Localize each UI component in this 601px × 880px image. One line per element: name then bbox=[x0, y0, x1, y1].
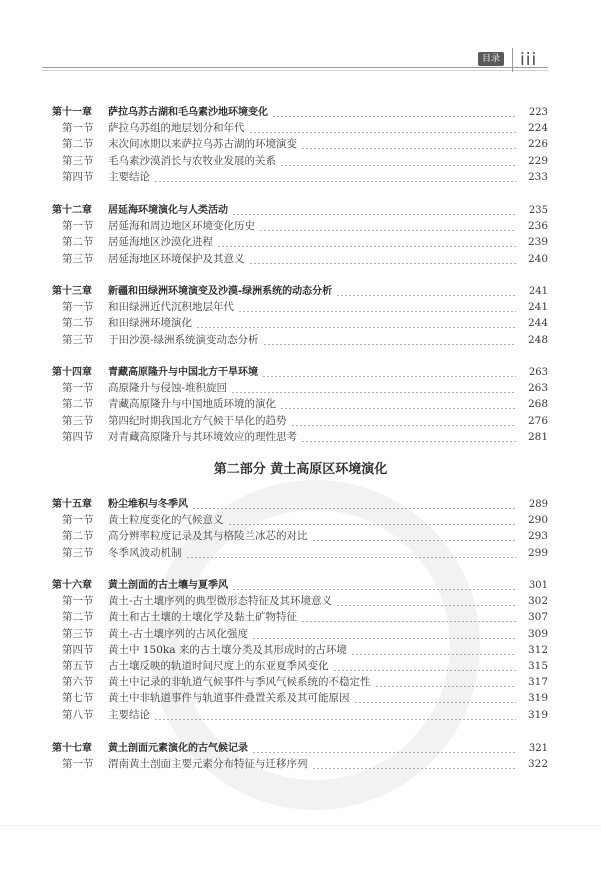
page-number: 319 bbox=[516, 707, 548, 724]
page-number: 244 bbox=[516, 315, 548, 332]
page-number: 312 bbox=[516, 642, 548, 659]
dot-leader bbox=[375, 686, 518, 687]
page-number: 290 bbox=[516, 512, 548, 529]
page-number: 236 bbox=[516, 218, 548, 235]
page-number: 240 bbox=[516, 251, 548, 268]
page-number: 307 bbox=[516, 609, 548, 626]
dot-leader bbox=[351, 654, 518, 655]
dot-leader bbox=[333, 670, 518, 671]
dot-leader bbox=[252, 638, 518, 639]
page-number: 322 bbox=[516, 756, 548, 773]
chapter-number: 第十三章 bbox=[52, 286, 92, 297]
page-number: 302 bbox=[516, 593, 548, 610]
toc-section-row[interactable] bbox=[62, 315, 548, 332]
section-title: 第四纪时期我国北方气候干旱化的趋势 bbox=[108, 414, 287, 427]
toc-section-row[interactable] bbox=[62, 153, 548, 170]
page-number: 315 bbox=[516, 658, 548, 675]
section-title: 和田绿洲近代沉积地层年代 bbox=[108, 301, 234, 314]
chapter-number: 第十五章 bbox=[52, 499, 92, 510]
dot-leader bbox=[312, 540, 518, 541]
chapter-number: 第十四章 bbox=[52, 367, 92, 378]
section-number: 第一节 bbox=[62, 301, 94, 314]
dot-leader bbox=[336, 605, 518, 606]
dot-leader bbox=[301, 441, 518, 442]
toc-section-row[interactable] bbox=[62, 609, 548, 626]
toc-chapter-row[interactable] bbox=[52, 364, 548, 381]
dot-leader bbox=[249, 132, 518, 133]
dot-leader bbox=[228, 524, 518, 525]
section-title: 主要结论 bbox=[108, 708, 150, 721]
section-title: 毛乌素沙漠消长与农牧业发展的关系 bbox=[108, 154, 276, 167]
section-title: 居延海地区环境保护及其意义 bbox=[108, 252, 245, 265]
page-number: 229 bbox=[516, 153, 548, 170]
header-rule bbox=[42, 67, 548, 68]
dot-leader bbox=[262, 376, 518, 377]
section-number: 第一节 bbox=[62, 514, 94, 527]
toc-chapter-row[interactable] bbox=[52, 577, 548, 594]
section-title: 黄土中 150ka 来的古土壤分类及其形成时的古环境 bbox=[108, 643, 347, 656]
toc-section-row[interactable] bbox=[62, 626, 548, 643]
page-number: 268 bbox=[516, 396, 548, 413]
section-title: 黄土和古土壤的土壤化学及黏土矿物特征 bbox=[108, 611, 297, 624]
section-title: 黄土中记录的非轨道气候事件与季风气候系统的不稳定性 bbox=[108, 676, 371, 689]
section-title: 居延海和周边地区环境变化历史 bbox=[108, 220, 255, 233]
dot-leader bbox=[154, 719, 518, 720]
dot-leader bbox=[232, 214, 518, 215]
toc-section-row[interactable] bbox=[62, 396, 548, 413]
page-number: 241 bbox=[516, 299, 548, 316]
toc-section-row[interactable] bbox=[62, 218, 548, 235]
page-number: 309 bbox=[516, 626, 548, 643]
dot-leader bbox=[291, 425, 518, 426]
toc-section-row[interactable] bbox=[62, 674, 548, 691]
dot-leader bbox=[336, 295, 518, 296]
section-number: 第四节 bbox=[62, 430, 94, 443]
chapter-title: 青藏高原隆升与中国北方干旱环境 bbox=[108, 367, 258, 378]
chapter-title: 新疆和田绿洲环境演变及沙漠-绿洲系统的动态分析 bbox=[108, 286, 333, 297]
page-number: 224 bbox=[516, 120, 548, 137]
section-title: 黄土粒度变化的气候意义 bbox=[108, 514, 224, 527]
section-number: 第三节 bbox=[62, 627, 94, 640]
page-number: 321 bbox=[516, 740, 548, 757]
footer-rule bbox=[0, 825, 601, 826]
page-number: 263 bbox=[516, 380, 548, 397]
section-number: 第八节 bbox=[62, 708, 94, 721]
page-number: 281 bbox=[516, 429, 548, 446]
dot-leader bbox=[154, 181, 518, 182]
toc-section-row[interactable] bbox=[62, 429, 548, 446]
section-number: 第三节 bbox=[62, 414, 94, 427]
section-number: 第三节 bbox=[62, 252, 94, 265]
page-number: 299 bbox=[516, 545, 548, 562]
section-number: 第四节 bbox=[62, 643, 94, 656]
page-number: 226 bbox=[516, 136, 548, 153]
part-heading: 第二部分 黄土高原区环境演化 bbox=[213, 462, 388, 477]
toc-section-row[interactable] bbox=[62, 545, 548, 562]
toc-chapter-row[interactable] bbox=[52, 496, 548, 513]
toc-section-row[interactable] bbox=[62, 642, 548, 659]
section-number: 第二节 bbox=[62, 317, 94, 330]
toc-section-row[interactable] bbox=[62, 413, 548, 430]
toc-section-row[interactable] bbox=[62, 593, 548, 610]
page-number: 223 bbox=[516, 104, 548, 121]
toc-section-row[interactable] bbox=[62, 169, 548, 186]
dot-leader bbox=[192, 508, 518, 509]
section-number: 第五节 bbox=[62, 660, 94, 672]
section-title: 末次间冰期以来萨拉乌苏古湖的环境演变 bbox=[108, 138, 297, 151]
page-number: 233 bbox=[516, 169, 548, 186]
section-title: 高原隆升与侵蚀-堆积旋回 bbox=[108, 382, 228, 395]
section-title: 黄土-古土壤序列的古风化强度 bbox=[108, 627, 249, 640]
dot-leader bbox=[263, 344, 518, 345]
section-title: 主要结论 bbox=[108, 170, 150, 183]
section-title: 于田沙漠-绿洲系统演变动态分析 bbox=[108, 333, 259, 346]
section-number: 第一节 bbox=[62, 382, 94, 395]
page-number: 235 bbox=[516, 202, 548, 219]
toc-section-row[interactable] bbox=[62, 234, 548, 251]
section-title: 居延海地区沙漠化进程 bbox=[108, 236, 213, 249]
section-title: 青藏高原隆升与中国地质环境的演化 bbox=[108, 398, 276, 411]
section-number: 第二节 bbox=[62, 236, 94, 249]
dot-leader bbox=[272, 116, 518, 117]
chapter-title: 萨拉乌苏古湖和毛乌素沙地环境变化 bbox=[108, 107, 268, 118]
toc-section-row[interactable] bbox=[62, 528, 548, 545]
section-title: 黄土中非轨道事件与轨道事件叠置关系及其可能原因 bbox=[108, 692, 350, 705]
section-number: 第三节 bbox=[62, 546, 94, 559]
section-number: 第二节 bbox=[62, 530, 94, 543]
page-number: 289 bbox=[516, 496, 548, 513]
section-number: 第一节 bbox=[62, 758, 94, 771]
dot-leader bbox=[312, 768, 518, 769]
chapter-title: 黄土剖面的古土壤与夏季风 bbox=[108, 580, 228, 591]
section-number: 第一节 bbox=[62, 595, 94, 608]
section-number: 第二节 bbox=[62, 611, 94, 624]
dot-leader bbox=[249, 263, 518, 264]
dot-leader bbox=[231, 392, 518, 393]
chapter-title: 粉尘堆积与冬季风 bbox=[108, 499, 188, 510]
page-number: 263 bbox=[516, 364, 548, 381]
section-number: 第一节 bbox=[62, 220, 94, 233]
dot-leader bbox=[259, 230, 518, 231]
section-title: 萨拉乌苏组的地层划分和年代 bbox=[108, 122, 245, 135]
section-number: 第三节 bbox=[62, 154, 94, 167]
section-title: 和田绿洲环境演化 bbox=[108, 317, 192, 330]
chapter-number: 第十七章 bbox=[52, 743, 92, 754]
dot-leader bbox=[280, 408, 518, 409]
dot-leader bbox=[280, 165, 518, 166]
toc-section-row[interactable] bbox=[62, 707, 548, 724]
section-number: 第三节 bbox=[62, 333, 94, 346]
section-number: 第六节 bbox=[62, 676, 94, 689]
section-title: 黄土-古土壤序列的典型微形态特征及其环境意义 bbox=[108, 595, 333, 608]
section-title: 对青藏高原隆升与其环境效应的理性思考 bbox=[108, 430, 297, 443]
page-number: 241 bbox=[516, 283, 548, 300]
toc-section-row[interactable] bbox=[62, 251, 548, 268]
section-number: 第二节 bbox=[62, 138, 94, 151]
chapter-number: 第十二章 bbox=[52, 205, 92, 216]
chapter-title: 黄土剖面元素演化的古气候记录 bbox=[108, 743, 248, 754]
toc-section-row[interactable] bbox=[62, 299, 548, 316]
section-number: 第二节 bbox=[62, 398, 94, 411]
chapter-number: 第十六章 bbox=[52, 580, 92, 591]
section-number: 第四节 bbox=[62, 170, 94, 183]
dot-leader bbox=[217, 246, 518, 247]
toc-section-row[interactable] bbox=[62, 332, 548, 349]
toc-chapter-row[interactable] bbox=[52, 740, 548, 757]
toc-section-row[interactable] bbox=[62, 658, 548, 675]
chapter-number: 第十一章 bbox=[52, 107, 92, 118]
dot-leader bbox=[354, 702, 518, 703]
dot-leader bbox=[196, 327, 518, 328]
page-number: 248 bbox=[516, 332, 548, 349]
section-title: 高分辨率粒度记录及其与格陵兰冰芯的对比 bbox=[108, 530, 308, 543]
section-number: 第一节 bbox=[62, 122, 94, 135]
toc-section-row[interactable] bbox=[62, 690, 548, 707]
page-number: 317 bbox=[516, 674, 548, 691]
toc-section-row[interactable] bbox=[62, 120, 548, 137]
toc-section-row[interactable] bbox=[62, 380, 548, 397]
page-number: 293 bbox=[516, 528, 548, 545]
toc-section-row[interactable] bbox=[62, 512, 548, 529]
toc-section-row[interactable] bbox=[62, 136, 548, 153]
dot-leader bbox=[301, 148, 518, 149]
page-number: 301 bbox=[516, 577, 548, 594]
section-number: 第七节 bbox=[62, 692, 94, 705]
header-page-number: iii bbox=[520, 50, 538, 70]
dot-leader bbox=[301, 621, 518, 622]
dot-leader bbox=[252, 752, 518, 753]
dot-leader bbox=[186, 557, 518, 558]
dot-leader bbox=[232, 589, 518, 590]
section-title: 古土壤反映的轨道时间尺度上的东亚夏季风变化 bbox=[108, 660, 329, 672]
toc-chapter-row[interactable] bbox=[52, 283, 548, 300]
dot-leader bbox=[238, 311, 518, 312]
section-title: 冬季风波动机制 bbox=[108, 546, 182, 559]
page-number: 276 bbox=[516, 413, 548, 430]
header-rule-secondary bbox=[42, 70, 548, 71]
toc-chapter-row[interactable] bbox=[52, 202, 548, 219]
header-separator bbox=[512, 48, 513, 72]
toc-section-row[interactable] bbox=[62, 756, 548, 773]
header-section-tag: 目录 bbox=[478, 52, 504, 66]
page-number: 239 bbox=[516, 234, 548, 251]
page-number: 319 bbox=[516, 690, 548, 707]
chapter-title: 居延海环境演化与人类活动 bbox=[108, 205, 228, 216]
toc-chapter-row[interactable] bbox=[52, 104, 548, 121]
section-title: 渭南黄土剖面主要元素分布特征与迁移序列 bbox=[108, 758, 308, 771]
